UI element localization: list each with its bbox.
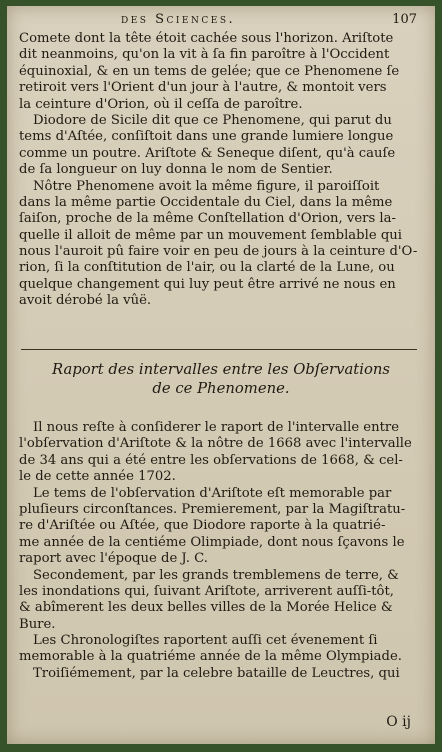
text-line: dit neanmoins, qu'on la vit à ſa fin paroître à l'Occident [19,47,390,63]
text-line: les inondations qui, ſuivant Ariſtote, arriverent auſſi-tôt, [19,583,394,599]
text-line: quelle il alloit de même par un mouvement ſemblable qui [19,227,402,243]
text-line: avoit dérobé la vûë. [19,293,152,309]
text-line: Diodore de Sicile dit que ce Phenomene, qui parut du [33,112,392,128]
text-line: tems d'Aſtée, conſiſtoit dans une grande lumiere longue [19,129,394,145]
text-line: & abîmerent les deux belles villes de la Morée Helice & [19,600,393,616]
heading-line: de ce Phenomene. [152,380,290,397]
text-line: comme un poutre. Ariſtote & Seneque diſent, qu'à cauſe [19,145,396,161]
text-line: retiroit vers l'Orient d'un jour à l'autre, & montoit vers [19,80,387,96]
text-line: memorable à la quatriéme année de la même Olympiade. [19,649,402,665]
running-head: des Sciences. [121,12,236,27]
text-line: Secondement, par les grands tremblemens de terre, & [33,567,399,583]
text-line: Nôtre Phenomene avoit la même figure, il paroiſſoit [33,178,380,194]
text-line: le de cette année 1702. [19,469,176,485]
section-2-text [19,420,423,682]
book-page [7,6,435,744]
text-line: quelque changement qui luy peut être arrivé ne nous en [19,276,396,292]
text-line: rion, ſi la conſtitution de l'air, ou la clarté de la Lune, ou [19,260,395,276]
section-1-text [19,31,423,310]
text-line: ſaiſon, proche de la même Conſtellation d'Orion, vers la- [19,211,396,227]
text-line: pluſieurs circonſtances. Premierement, par la Magiſtratu- [19,501,406,517]
text-line: raport avec l'époque de J. C. [19,551,208,567]
text-line: Bure. [19,616,56,632]
text-line: nous l'auroit pû faire voir en peu de jours à la ceinture d'O- [19,244,418,260]
text-line: me année de la centiéme Olimpiade, dont nous ſçavons le [19,534,405,550]
text-line: de 34 ans qui a été entre les obſervations de 1668, & cel- [19,452,403,468]
text-line: Il nous reſte à conſiderer le raport de l'intervalle entre [33,420,400,435]
text-line: dans la même partie Occidentale du Ciel, dans la même [19,194,393,210]
page-number: 107 [392,12,417,27]
text-line: Les Chronologiſtes raportent auſſi cet évenement ſi [33,633,378,649]
text-line: Troiſiémement, par la celebre bataille de Leuctres, qui [33,665,400,681]
text-line: Comete dont la tête étoit cachée sous l'horizon. Ariſtote [19,31,394,46]
text-line: Le tems de l'obſervation d'Ariſtote eſt memorable par [33,485,392,501]
text-line: l'obſervation d'Ariſtote & la nôtre de 1668 avec l'intervalle [19,436,412,452]
text-line: la ceinture d'Orion, où il ceſſa de paroître. [19,96,303,112]
text-line: re d'Ariſtée ou Aſtée, que Diodore raporte à la quatrié- [19,518,386,534]
signature-mark: O ij [386,714,411,730]
heading-line: Raport des intervalles entre les Obſervations [51,361,391,378]
text-line: de ſa longueur on luy donna le nom de Sentier. [19,162,333,178]
section-heading [7,360,435,398]
page-header [21,12,425,30]
text-line: équinoxial, & en un tems de gelée; que ce Phenomene ſe [19,63,400,79]
section-divider [21,349,417,350]
